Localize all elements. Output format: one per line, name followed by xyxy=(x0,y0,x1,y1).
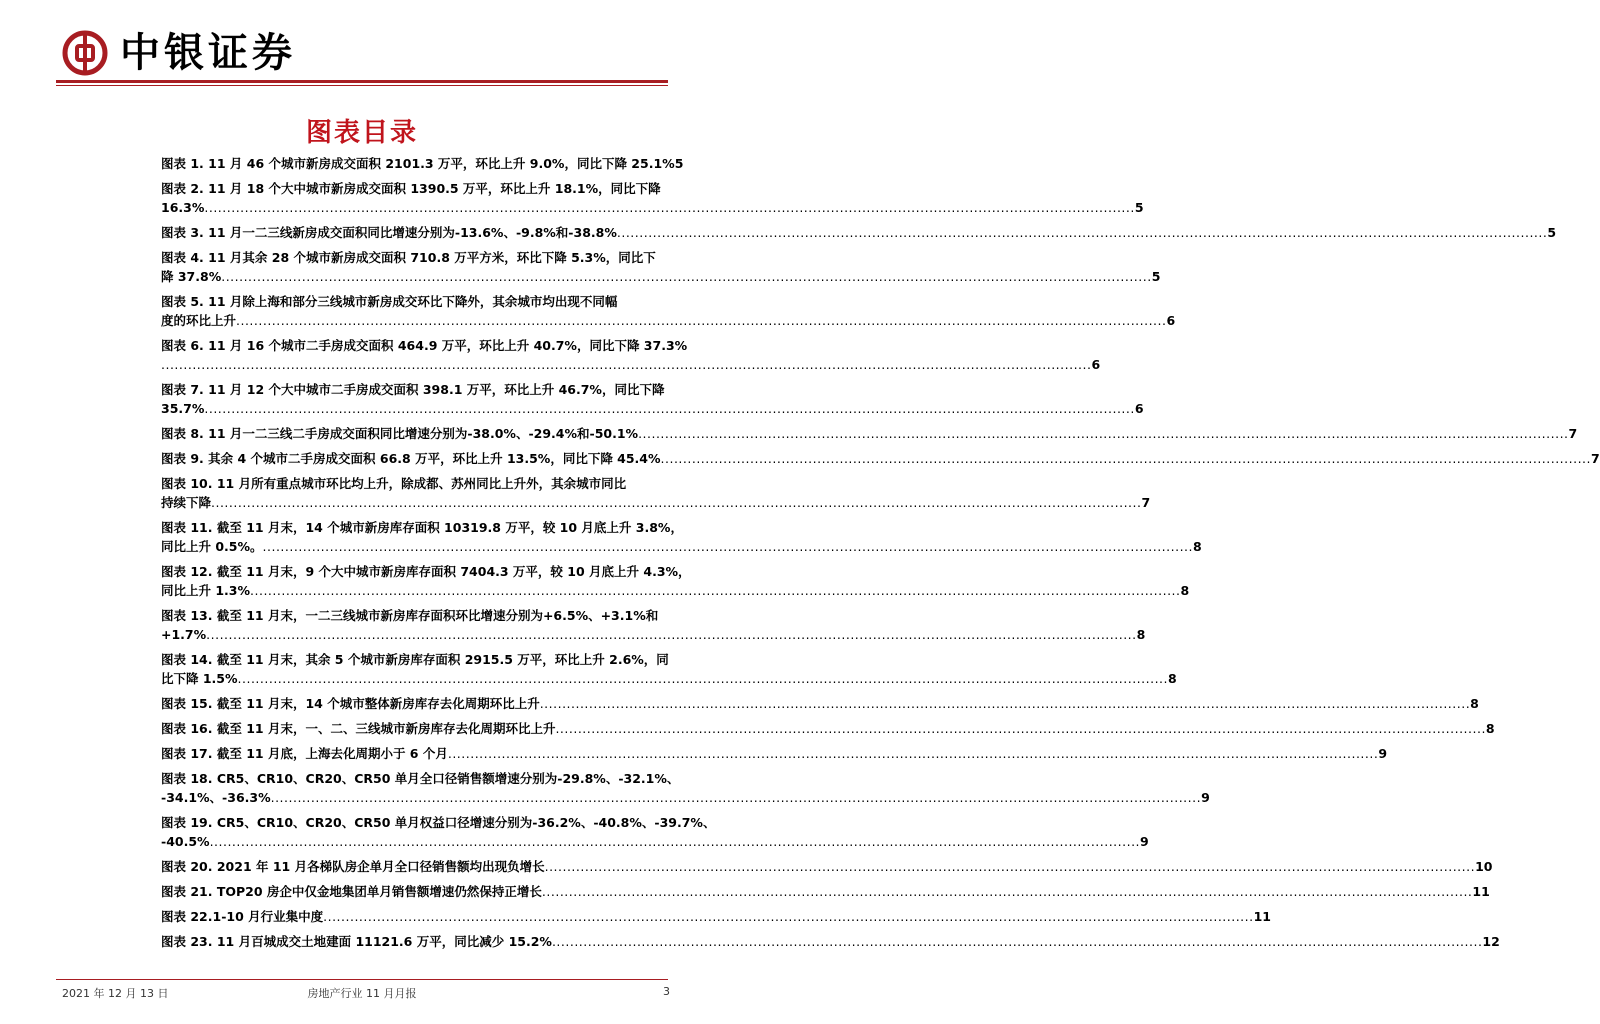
toc-leader-dots xyxy=(204,198,1134,217)
toc-entry-text: 35.7% xyxy=(161,401,205,416)
toc-page-number: 9 xyxy=(1201,790,1210,805)
toc-entry-text: 图表 11. 截至 11 月末，14 个城市新房库存面积 10319.8 万平，较 10 月底上升 3.8%， xyxy=(161,520,683,535)
toc-leader-dots xyxy=(540,694,1470,713)
toc-page-number: 9 xyxy=(1140,834,1149,849)
toc-leader-dots xyxy=(323,907,1253,926)
toc-entry[interactable] xyxy=(161,882,1490,901)
toc-entry-text: 图表 22.1-10 月行业集中度 xyxy=(161,909,324,924)
toc-leader-dots xyxy=(638,424,1568,443)
toc-leader-dots xyxy=(263,537,1193,556)
toc-entry[interactable] xyxy=(161,744,1388,763)
toc-entry[interactable] xyxy=(161,813,1149,851)
toc-entry[interactable] xyxy=(161,606,1146,644)
toc-entry[interactable] xyxy=(161,907,1272,926)
toc-entry-text: 比下降 1.5% xyxy=(161,671,238,686)
toc-entry[interactable] xyxy=(161,424,1578,443)
toc-page-number: 7 xyxy=(1141,495,1151,510)
toc-page-number: 5 xyxy=(1547,225,1557,240)
footer-divider xyxy=(56,979,668,980)
toc-title: 图表目录 xyxy=(305,118,418,148)
toc-entry-text: 图表 12. 截至 11 月末，9 个大中城市新房库存面积 7404.3 万平，较 10 月底上升 4.3%， xyxy=(161,564,691,579)
toc-entry-text: 持续下降 xyxy=(161,495,212,510)
toc-page-number: 6 xyxy=(1091,357,1101,372)
header-divider xyxy=(56,80,668,83)
toc-entry[interactable] xyxy=(161,694,1479,713)
toc-entry-text: 图表 3. 11 月一二三线新房成交面积同比增速分别为-13.6%、-9.8%和-38.8% xyxy=(161,225,617,240)
toc-entry-text: 图表 8. 11 月一二三线二手房成交面积同比增速分别为-38.0%、-29.4%和-50.1% xyxy=(161,426,639,441)
toc-entry[interactable] xyxy=(161,179,1144,217)
toc-entry-text: 图表 9. 其余 4 个城市二手房成交面积 66.8 万平，环比上升 13.5%，同比下降 45.4% xyxy=(161,451,661,466)
toc-entry[interactable] xyxy=(161,769,1210,807)
toc-entry-text: 图表 15. 截至 11 月末，14 个城市整体新房库存去化周期环比上升 xyxy=(161,696,540,711)
toc-page-number: 8 xyxy=(1470,696,1479,711)
toc-leader-dots xyxy=(271,788,1201,807)
bank-of-china-logo-icon xyxy=(62,30,108,76)
toc-page-number: 12 xyxy=(1482,934,1500,949)
toc-page-number: 11 xyxy=(1472,884,1490,899)
toc-page-number: 7 xyxy=(1591,451,1600,466)
toc-entry[interactable] xyxy=(161,248,1161,286)
toc-entry-text: 16.3% xyxy=(161,200,205,215)
toc-entry-text: 图表 14. 截至 11 月末，其余 5 个城市新房库存面积 2915.5 万平，环比上升 2.6%，同 xyxy=(161,652,669,667)
toc-entry[interactable] xyxy=(161,223,1557,242)
toc-entry-text: +1.7% xyxy=(161,627,207,642)
toc-entry-text: 图表 1. 11 月 46 个城市新房成交面积 2101.3 万平，环比上升 9.0%，同比下降 25.1% xyxy=(161,156,675,171)
toc-leader-dots xyxy=(617,223,1547,242)
toc-page-number: 8 xyxy=(1168,671,1177,686)
toc-leader-dots xyxy=(161,355,1091,374)
toc-page-number: 6 xyxy=(1166,313,1176,328)
toc-leader-dots xyxy=(545,857,1475,876)
toc-entry-text: 图表 17. 截至 11 月底，上海去化周期小于 6 个月 xyxy=(161,746,448,761)
page-number: 3 xyxy=(663,985,670,998)
toc-entry[interactable] xyxy=(161,336,1101,374)
toc-entry-text: 图表 18. CR5、CR10、CR20、CR50 单月全口径销售额增速分别为-29.8%、-32.1%、 xyxy=(161,771,680,786)
toc-entry-text: 图表 6. 11 月 16 个城市二手房成交面积 464.9 万平，环比上升 40.7%，同比下降 37.3% xyxy=(161,338,688,353)
toc-entry-text: -34.1%、-36.3% xyxy=(161,790,271,805)
toc-leader-dots xyxy=(250,581,1180,600)
footer-report-title: 房地产行业 11 月月报 xyxy=(307,987,417,1000)
toc-entry-text: 降 37.8% xyxy=(161,269,222,284)
toc-list xyxy=(161,154,1600,957)
toc-leader-dots xyxy=(448,744,1378,763)
toc-entry-text: 同比上升 0.5%。 xyxy=(161,539,263,554)
toc-leader-dots xyxy=(661,449,1591,468)
toc-entry[interactable] xyxy=(161,562,1190,600)
toc-page-number: 8 xyxy=(1136,627,1146,642)
toc-entry-text: 度的环比上升 xyxy=(161,313,237,328)
header-divider-thin xyxy=(56,85,668,86)
brand-name: 中银证券 xyxy=(120,29,296,76)
toc-leader-dots xyxy=(204,399,1134,418)
toc-entry-text: 同比上升 1.3% xyxy=(161,583,251,598)
toc-leader-dots xyxy=(542,882,1472,901)
toc-entry-text: 图表 5. 11 月除上海和部分三线城市新房成交环比下降外，其余城市均出现不同幅 xyxy=(161,294,618,309)
toc-entry-text: 图表 20. 2021 年 11 月各梯队房企单月全口径销售额均出现负增长 xyxy=(161,859,545,874)
toc-entry[interactable] xyxy=(161,474,1151,512)
page-header xyxy=(62,30,296,76)
toc-entry-text: 图表 13. 截至 11 月末，一二三线城市新房库存面积环比增速分别为+6.5%、+3.1%和 xyxy=(161,608,659,623)
toc-entry[interactable] xyxy=(161,154,684,173)
toc-entry-text: 图表 19. CR5、CR10、CR20、CR50 单月权益口径增速分别为-36.2%、-40.8%、-39.7%、 xyxy=(161,815,716,830)
toc-entry[interactable] xyxy=(161,518,1202,556)
toc-entry[interactable] xyxy=(161,857,1493,876)
toc-entry[interactable] xyxy=(161,719,1495,738)
toc-page-number: 10 xyxy=(1475,859,1493,874)
toc-leader-dots xyxy=(236,311,1166,330)
toc-entry-text: 图表 7. 11 月 12 个大中城市二手房成交面积 398.1 万平，环比上升 46.7%，同比下降 xyxy=(161,382,665,397)
toc-leader-dots xyxy=(210,832,1140,851)
toc-page-number: 5 xyxy=(674,156,684,171)
toc-entry[interactable] xyxy=(161,292,1176,330)
toc-page-number: 7 xyxy=(1568,426,1578,441)
toc-entry[interactable] xyxy=(161,380,1144,418)
toc-leader-dots xyxy=(206,625,1136,644)
toc-page-number: 9 xyxy=(1378,746,1388,761)
toc-entry[interactable] xyxy=(161,932,1500,951)
toc-page-number: 8 xyxy=(1485,721,1495,736)
toc-page-number: 8 xyxy=(1180,583,1190,598)
toc-leader-dots xyxy=(555,719,1485,738)
toc-page-number: 5 xyxy=(1134,200,1144,215)
toc-page-number: 11 xyxy=(1253,909,1272,924)
toc-leader-dots xyxy=(211,493,1141,512)
toc-entry[interactable] xyxy=(161,449,1600,468)
toc-leader-dots xyxy=(552,932,1482,951)
footer-date: 2021 年 12 月 13 日 xyxy=(62,987,169,1000)
toc-page-number: 6 xyxy=(1134,401,1144,416)
toc-entry-text: -40.5% xyxy=(161,834,210,849)
toc-entry[interactable] xyxy=(161,650,1177,688)
toc-leader-dots xyxy=(238,669,1168,688)
toc-entry-text: 图表 2. 11 月 18 个大中城市新房成交面积 1390.5 万平，环比上升 18.1%，同比下降 xyxy=(161,181,661,196)
toc-leader-dots xyxy=(221,267,1151,286)
toc-entry-text: 图表 10. 11 月所有重点城市环比均上升，除成都、苏州同比上升外，其余城市同比 xyxy=(161,476,627,491)
toc-entry-text: 图表 23. 11 月百城成交土地建面 11121.6 万平，同比减少 15.2% xyxy=(161,934,552,949)
toc-page-number: 8 xyxy=(1193,539,1202,554)
toc-entry-text: 图表 21. TOP20 房企中仅金地集团单月销售额增速仍然保持正增长 xyxy=(161,884,542,899)
toc-entry-text: 图表 4. 11 月其余 28 个城市新房成交面积 710.8 万平方米，环比下降 5.3%，同比下 xyxy=(161,250,656,265)
toc-entry-text: 图表 16. 截至 11 月末，一、二、三线城市新房库存去化周期环比上升 xyxy=(161,721,556,736)
toc-page-number: 5 xyxy=(1151,269,1161,284)
